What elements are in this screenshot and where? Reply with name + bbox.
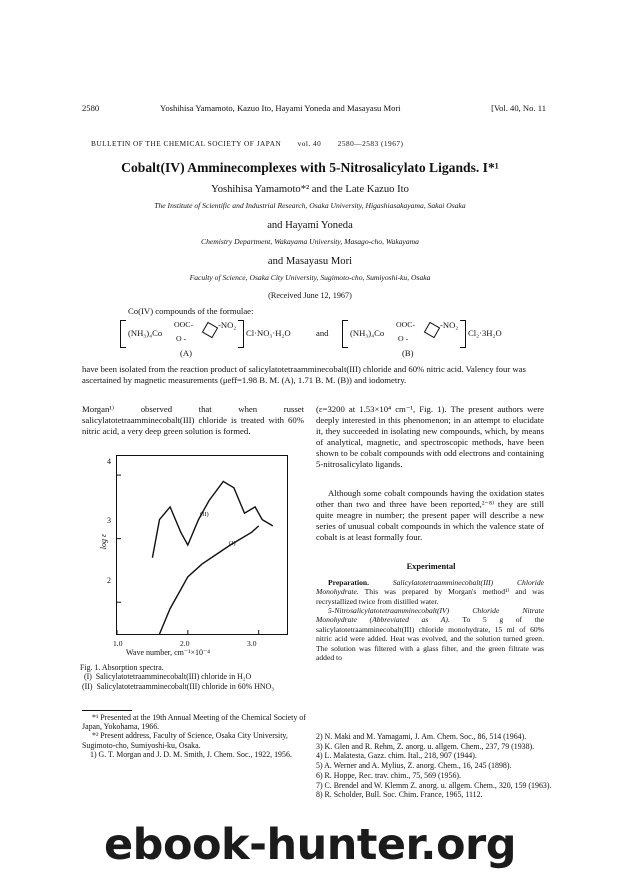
x-tick-label: 1.0 bbox=[113, 639, 123, 648]
formula-b-suffix: Cl₂·3H₂O bbox=[468, 328, 502, 338]
abstract-intro: Co(IV) compounds of the formulae: bbox=[128, 306, 254, 316]
formula-a-group: OOC- bbox=[174, 320, 194, 329]
curve-ii-line bbox=[152, 481, 272, 557]
x-tick-label: 3.0 bbox=[247, 639, 257, 648]
affiliation-1: The Institute of Scientific and Industrial Research, Osaka University, Higashiasakayama, Sakai Osaka bbox=[154, 201, 466, 210]
y-tick-label: 2 bbox=[107, 576, 111, 585]
preparation-a-compound: 5-Nitrosalicylatotetraamminecobalt(IV) Chloride Nitrate Monohydrate (Abbreviated as A). bbox=[316, 606, 544, 625]
curve-i-line bbox=[160, 526, 259, 634]
footnotes bbox=[82, 713, 307, 759]
formula-a-substituent: -NO₂ bbox=[218, 320, 237, 330]
curve-label-ii: (II) bbox=[200, 511, 209, 518]
right-column-paragraph-1: (ε=3200 at 1.53×10⁴ cm⁻¹, Fig. 1). The present authors were deeply interested in this phenomenon; in an attempt to elucidate it, they succeeded in isolating new compounds, which, by means of analytical, magnetic, and spectroscopic methods, have been shown to be cobalt compounds with odd electrons and containing 5-nitrosalicylato ligands. bbox=[316, 404, 544, 469]
journal-pages: 2580—2583 (1967) bbox=[337, 139, 404, 148]
journal-name: BULLETIN OF THE CHEMICAL SOCIETY OF JAPAN bbox=[91, 139, 282, 148]
benzene-ring bbox=[424, 322, 440, 338]
bracket-open bbox=[342, 320, 348, 348]
page-number: 2580 bbox=[82, 103, 100, 113]
caption-item-1 bbox=[80, 672, 310, 681]
reference: 6) R. Hoppe, Rec. trav. chim., 75, 569 (1956). bbox=[316, 770, 461, 780]
footnote: *² Present address, Faculty of Science, Osaka City University, Sugimoto-cho, Sumiyoshi-ku, Osaka. bbox=[82, 731, 288, 750]
benzene-ring bbox=[202, 322, 218, 338]
y-axis-label: log ε bbox=[99, 533, 109, 550]
running-head-authors: Yoshihisa Yamamoto, Kazuo Ito, Hayami Yoneda and Masayasu Mori bbox=[160, 103, 401, 113]
caption-item-2-number: (II) bbox=[81, 681, 93, 691]
preparation-paragraph bbox=[316, 578, 544, 606]
formula-a-suffix: Cl·NO₃·H₂O bbox=[246, 328, 291, 338]
right-column-paragraph-2: Although some cobalt compounds having the oxidation states other than two and three have been reported,²⁻⁸⁾ they are still quite meagre in number; the present paper will describe a new series of unusual cobalt compounds in which the valence state of cobalt is at least formally four. bbox=[316, 488, 544, 542]
x-tick-label: 2.0 bbox=[180, 639, 190, 648]
authors-line-3: and Masayasu Mori bbox=[267, 256, 353, 267]
abstract-text: have been isolated from the reaction product of salicylatotetraamminecobalt(III) chloride and 60% nitric acid. Valency four was ascertained by magnetic measurements (μeff=1.98 B. M. (A), 1.71 B. M. (B)) and iodometry. bbox=[82, 364, 526, 385]
caption-item-1-text: Salicylatotetraamminecobalt(III) chloride in H₂O bbox=[95, 672, 252, 682]
reference: 8) R. Scholder, Bull. Soc. Chim. France, 1965, 1112. bbox=[316, 790, 483, 800]
y-tick-label: 3 bbox=[107, 516, 111, 525]
authors-line-2: and Hayami Yoneda bbox=[267, 220, 353, 231]
formula-b-prefix: (NH₃)₄Co bbox=[350, 328, 385, 338]
experimental-heading: Experimental bbox=[406, 562, 456, 571]
references bbox=[316, 732, 556, 800]
bracket-open bbox=[120, 320, 126, 348]
reference: 7) C. Brendel and W. Klemm Z. anorg. u. allgem. Chem., 320, 159 (1963). bbox=[316, 780, 552, 790]
preparation-text: This was prepared by Morgan's method¹⁾ and was recrystallized twice from distilled water. bbox=[316, 587, 544, 606]
left-column-paragraph-1: Morgan¹⁾ observed that when russet salicylatotetraamminecobalt(III) chloride is treated with 60% nitric acid, a very deep green solution is formed. bbox=[82, 404, 304, 436]
formula-b-group: OOC- bbox=[396, 320, 416, 329]
reference: 4) L. Malatesta, Gazz. chim. Ital., 218, 907 (1944). bbox=[316, 751, 477, 761]
caption-title: Fig. 1. Absorption spectra. bbox=[80, 663, 164, 672]
curve-label-i: (I) bbox=[229, 540, 236, 547]
formula-and: and bbox=[316, 328, 329, 338]
watermark: ebook-hunter.org bbox=[104, 820, 516, 870]
preparation-compound: Salicylatotetraamminecobalt(III) Chloride Monohydrate. bbox=[316, 578, 544, 597]
bracket-close bbox=[460, 320, 466, 348]
affiliation-3: Faculty of Science, Osaka City University, Sugimoto-cho, Sumiyoshi-ku, Osaka bbox=[189, 273, 431, 282]
figure-caption bbox=[80, 663, 310, 691]
reference: 3) K. Glen and R. Rehm, Z. anorg. u. allgem. Chem., 237, 79 (1938). bbox=[316, 741, 535, 751]
formula-a-prefix: (NH₃)₄Co bbox=[128, 328, 163, 338]
formula-b-label: (B) bbox=[402, 348, 414, 358]
running-head-volume: [Vol. 40, No. 11 bbox=[491, 103, 546, 113]
caption-item-2-text: Salicylatotetraamminecobalt(III) chloride in 60% HNO₃ bbox=[96, 681, 275, 691]
formulae bbox=[120, 318, 520, 364]
reference: 5) A. Werner and A. Mylius, Z. anorg. Chem., 16, 245 (1898). bbox=[316, 761, 512, 771]
formula-a-group2: O - bbox=[176, 334, 187, 343]
received-date: (Received June 12, 1967) bbox=[268, 291, 352, 300]
formula-b-substituent: -NO₂ bbox=[440, 320, 459, 330]
affiliation-2: Chemistry Department, Wakayama University, Masago-cho, Wakayama bbox=[201, 237, 419, 246]
formula-a-label: (A) bbox=[180, 348, 192, 358]
absorption-spectra-figure bbox=[107, 455, 288, 648]
spectra-plot bbox=[117, 456, 287, 634]
footnote: 1) G. T. Morgan and J. D. M. Smith, J. Chem. Soc., 1922, 1956. bbox=[90, 749, 292, 759]
caption-item-1-number: (I) bbox=[83, 672, 92, 682]
preparation-a-text: To 5 g of the salicylatotetraamminecobalt(III) chloride monohydrate, 15 ml of 60% nitric acid were added. Heat was evolved, and the solution turned green. The solution was filtered with a glass filter, and the green filtrate was added to bbox=[316, 615, 544, 663]
bracket-close bbox=[238, 320, 244, 348]
formula-b-group2: O - bbox=[398, 334, 409, 343]
footnote-rule bbox=[82, 710, 132, 711]
reference: 2) N. Maki and M. Yamagami, J. Am. Chem. Soc., 86, 514 (1964). bbox=[316, 732, 527, 741]
preparation-a-paragraph bbox=[316, 606, 544, 662]
x-axis-label: Wave number, cm⁻¹×10⁻⁴ bbox=[126, 648, 211, 657]
footnote: *¹ Presented at the 19th Annual Meeting of the Chemical Society of Japan, Yokohama, 1966. bbox=[82, 713, 306, 732]
journal-volume: vol. 40 bbox=[297, 139, 322, 148]
y-tick-label: 4 bbox=[107, 457, 111, 466]
article-title: Cobalt(IV) Amminecomplexes with 5-Nitrosalicylato Ligands. I*¹ bbox=[121, 160, 499, 175]
journal-line bbox=[91, 139, 417, 148]
caption-item-2 bbox=[80, 682, 310, 691]
preparation-label: Preparation. bbox=[328, 578, 369, 587]
authors-line-1: Yoshihisa Yamamoto*² and the Late Kazuo Ito bbox=[211, 184, 409, 195]
